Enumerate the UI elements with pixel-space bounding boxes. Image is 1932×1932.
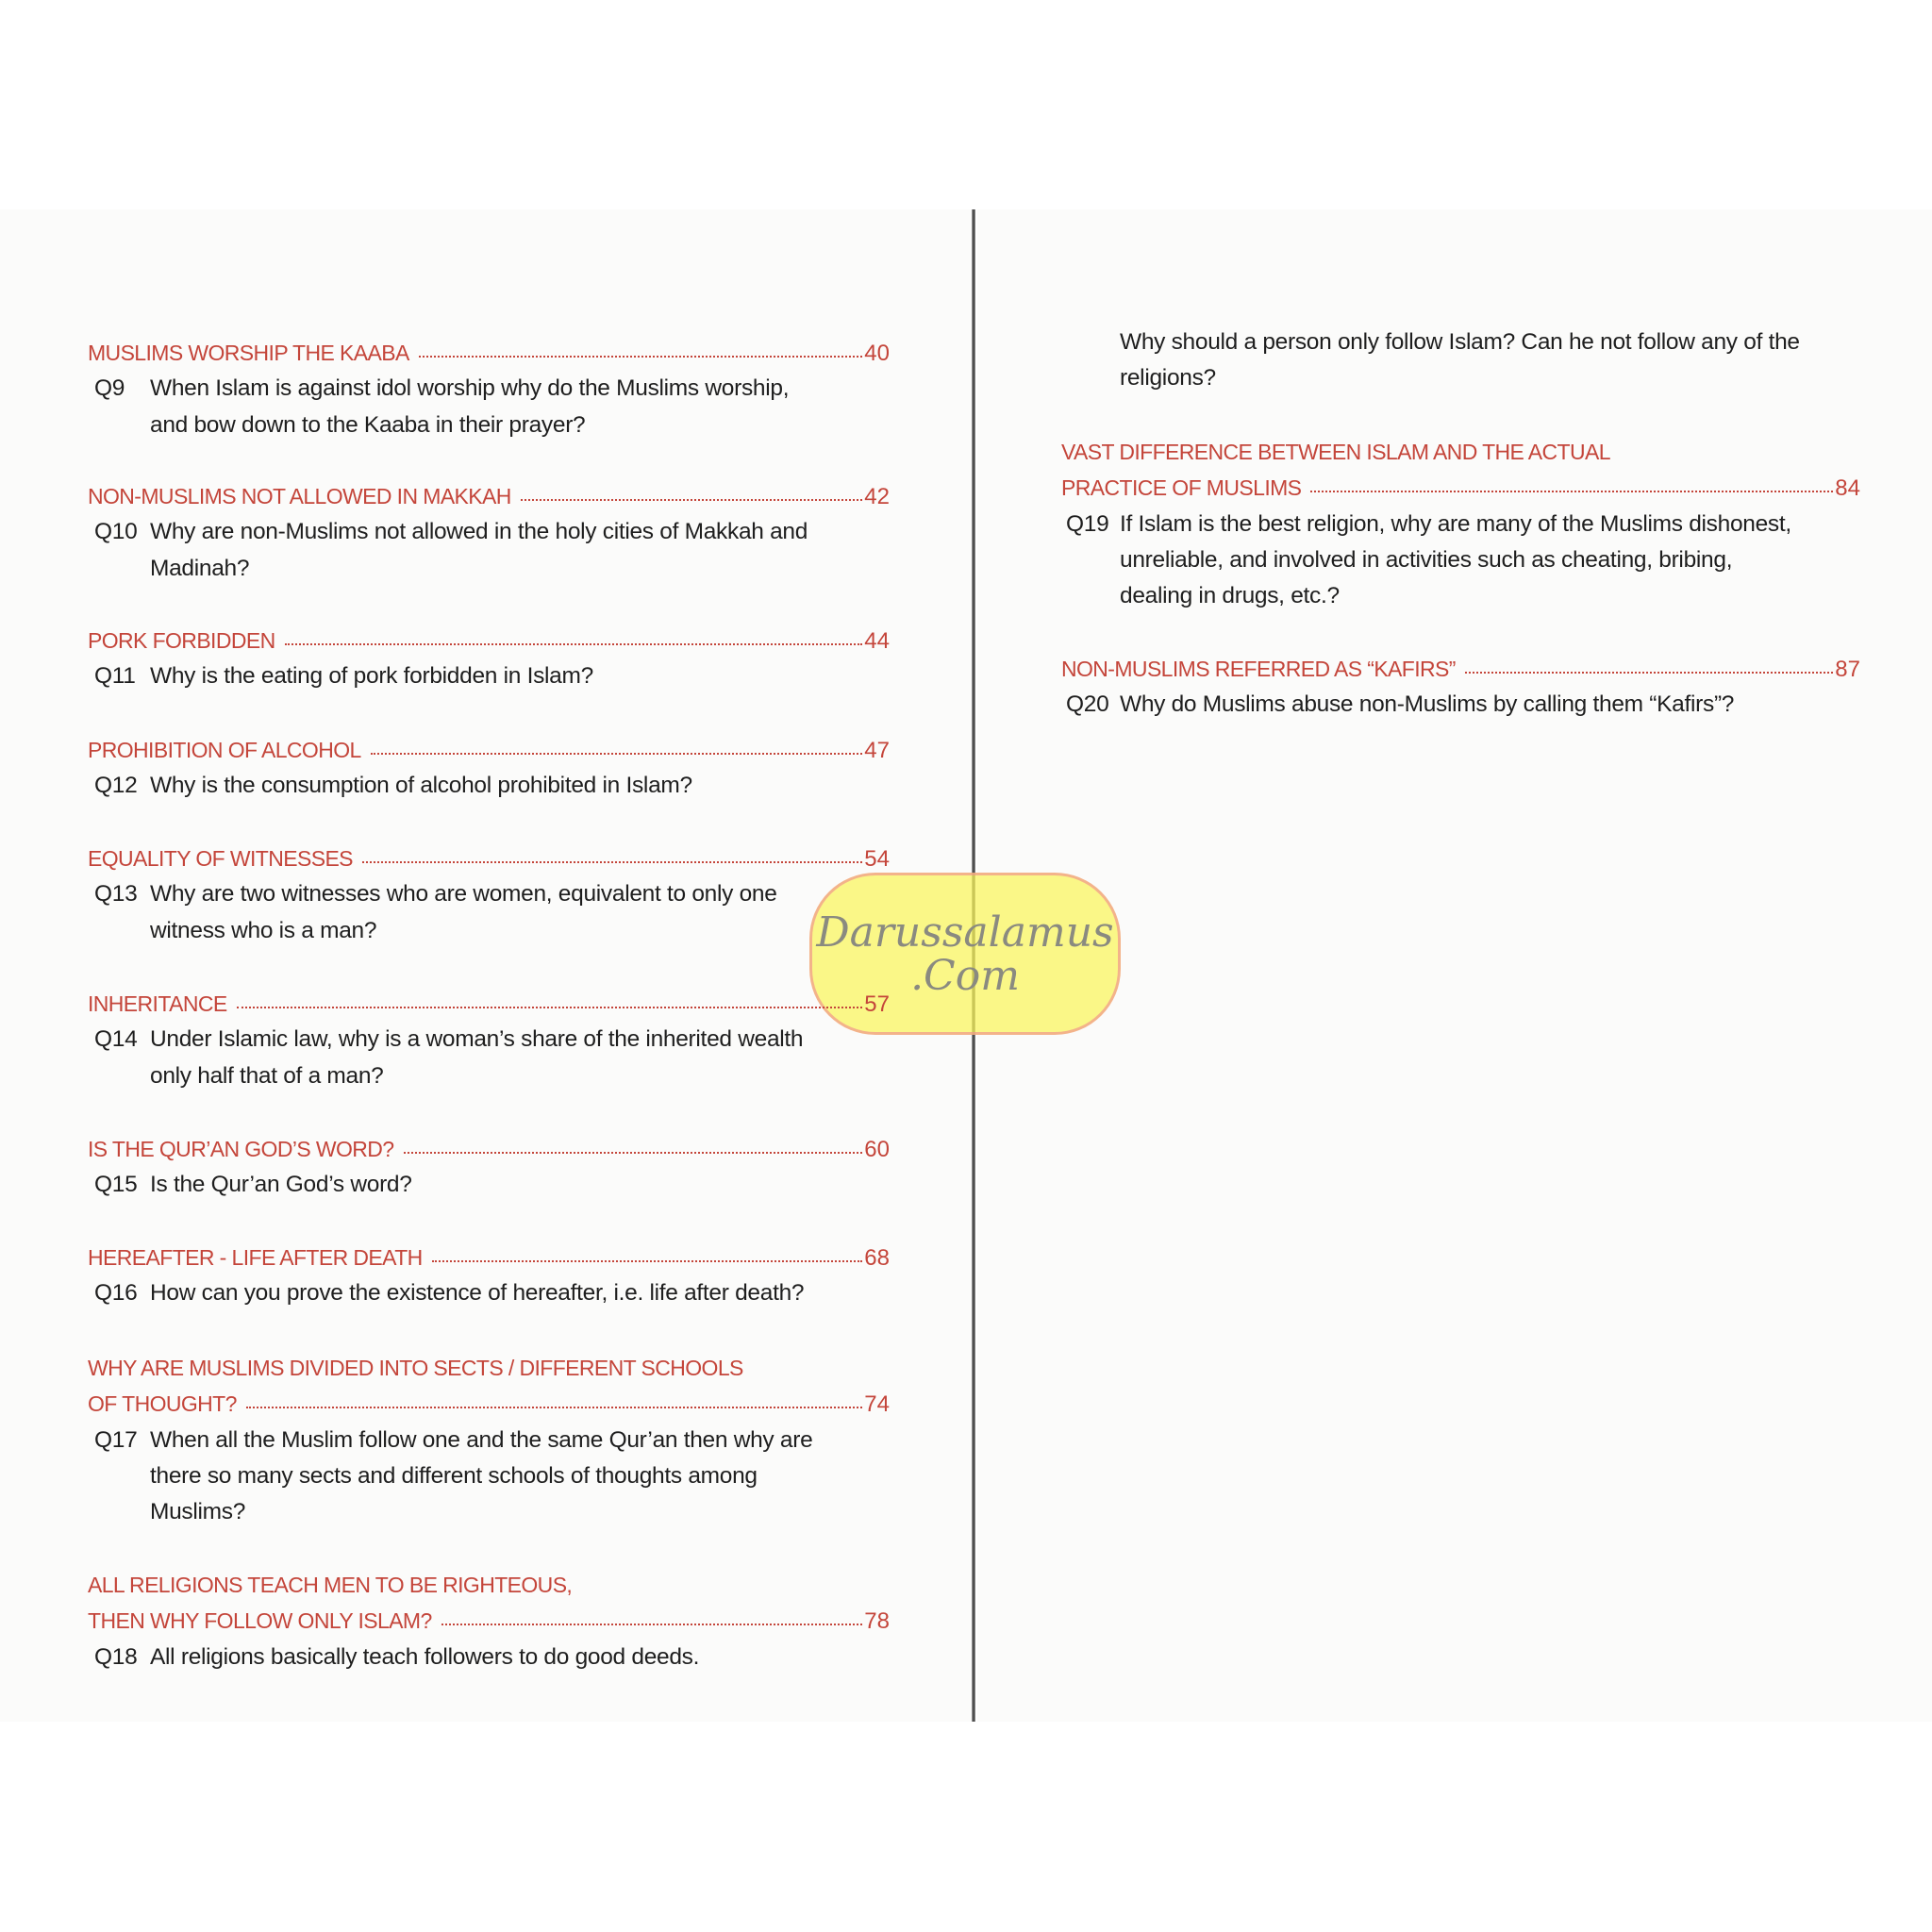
question-line: [88, 913, 890, 949]
toc-heading-text: IS THE QUR’AN GOD’S WORD?: [88, 1137, 394, 1161]
toc-heading[interactable]: [88, 623, 890, 658]
page-number: 78: [864, 1608, 890, 1635]
page-number: 74: [864, 1391, 890, 1418]
question-text: there so many sects and different schools of thoughts among: [150, 1462, 758, 1489]
page-number: 84: [1835, 475, 1860, 502]
question-number: Q9: [94, 375, 125, 402]
toc-heading-text: HEREAFTER - LIFE AFTER DEATH: [88, 1245, 423, 1270]
toc-heading[interactable]: [88, 1603, 890, 1639]
toc-heading[interactable]: [88, 732, 890, 768]
question-line: [88, 768, 890, 804]
watermark-line2: .Com: [910, 952, 1020, 1000]
question-line: [88, 408, 890, 443]
toc-entry: [88, 986, 890, 1094]
toc-heading-text: PRACTICE OF MUSLIMS: [1061, 475, 1302, 501]
question-text: How can you prove the existence of hereafter, i.e. life after death?: [150, 1280, 805, 1307]
question-text: When all the Muslim follow one and the same Qur’an then why are: [150, 1426, 813, 1453]
question-line: [88, 371, 890, 407]
dot-leader: [432, 1260, 863, 1262]
toc-entry: [1061, 325, 1860, 397]
dot-leader: [441, 1624, 863, 1625]
question-text: Why are non-Muslims not allowed in the holy cities of Makkah and: [150, 519, 808, 545]
question-number: Q14: [94, 1026, 138, 1053]
question-line: [88, 1022, 890, 1058]
question-text: All religions basically teach followers to do good deeds.: [150, 1643, 700, 1670]
page-number: 40: [864, 341, 890, 366]
toc-heading-text: OF THOUGHT?: [88, 1391, 237, 1417]
toc-heading[interactable]: [88, 1567, 890, 1603]
toc-entry: [88, 1567, 890, 1675]
question-line: [1061, 325, 1860, 360]
question-number: Q18: [94, 1643, 138, 1670]
question-line: [1061, 578, 1860, 614]
dot-leader: [1310, 491, 1833, 492]
question-text: Under Islamic law, why is a woman’s share of the inherited wealth: [150, 1026, 804, 1053]
question-number: Q17: [94, 1426, 138, 1453]
question-text: Why is the eating of pork forbidden in Islam?: [150, 663, 593, 690]
question-number: Q11: [94, 663, 136, 690]
toc-heading-text: INHERITANCE: [88, 991, 227, 1016]
question-line: [1061, 687, 1860, 723]
page-number: 68: [864, 1245, 890, 1271]
toc-heading-text: NON-MUSLIMS REFERRED AS “KAFIRS”: [1061, 657, 1456, 681]
question-line: [88, 1640, 890, 1675]
dot-leader: [404, 1152, 863, 1154]
toc-heading[interactable]: [88, 1240, 890, 1275]
question-line: [88, 876, 890, 912]
question-text: Why do Muslims abuse non-Muslims by calling them “Kafirs”?: [1120, 691, 1735, 718]
dot-leader: [521, 499, 863, 501]
toc-entry: [1061, 651, 1860, 724]
question-text: dealing in drugs, etc.?: [1120, 583, 1340, 609]
question-text: Muslims?: [150, 1499, 246, 1525]
question-text: religions?: [1120, 365, 1216, 391]
question-line: [1061, 360, 1860, 396]
question-text: Is the Qur’an God’s word?: [150, 1172, 412, 1198]
watermark-line1: Darussalamus: [816, 908, 1114, 957]
question-line: [88, 1275, 890, 1311]
question-text: When Islam is against idol worship why do the Muslims worship,: [150, 375, 790, 402]
question-line: [1061, 542, 1860, 578]
dot-leader: [371, 753, 863, 755]
question-line: [1061, 507, 1860, 542]
question-text: Why is the consumption of alcohol prohibited in Islam?: [150, 773, 692, 799]
toc-heading[interactable]: [88, 1350, 890, 1386]
toc-entry: [88, 623, 890, 695]
page-number: 44: [864, 628, 890, 654]
toc-entry: [88, 1131, 890, 1204]
page-number: 47: [864, 738, 890, 763]
toc-heading[interactable]: [88, 1386, 890, 1422]
toc-heading[interactable]: [1061, 651, 1860, 687]
toc-heading[interactable]: [88, 986, 890, 1022]
question-text: Why are two witnesses who are women, equivalent to only one: [150, 881, 777, 908]
toc-heading-text: PORK FORBIDDEN: [88, 628, 275, 653]
question-text: witness who is a man?: [150, 917, 377, 943]
question-text: Why should a person only follow Islam? Can he not follow any of the: [1120, 329, 1800, 355]
question-text: and bow down to the Kaaba in their prayer?: [150, 411, 586, 438]
toc-heading-text: EQUALITY OF WITNESSES: [88, 846, 353, 871]
page-number: 60: [864, 1137, 890, 1162]
toc-heading[interactable]: [88, 478, 890, 514]
toc-heading[interactable]: [1061, 434, 1860, 470]
question-text: only half that of a man?: [150, 1062, 384, 1089]
page-number: 42: [864, 484, 890, 509]
question-number: Q13: [94, 881, 138, 908]
toc-heading-text: WHY ARE MUSLIMS DIVIDED INTO SECTS / DIFFERENT SCHOOLS: [88, 1356, 743, 1380]
page-number: 57: [864, 991, 890, 1017]
toc-entry: [88, 478, 890, 587]
question-line: [88, 1423, 890, 1458]
dot-leader: [246, 1407, 862, 1408]
toc-entry: [88, 335, 890, 443]
toc-heading[interactable]: [88, 1131, 890, 1167]
toc-entry: [88, 1240, 890, 1312]
question-number: Q16: [94, 1280, 138, 1307]
question-number: Q10: [94, 519, 138, 545]
dot-leader: [237, 1007, 863, 1008]
question-number: Q15: [94, 1172, 138, 1198]
question-line: [88, 1494, 890, 1530]
question-line: [88, 1167, 890, 1203]
dot-leader: [362, 861, 862, 863]
question-text: If Islam is the best religion, why are many of the Muslims dishonest,: [1120, 510, 1791, 537]
toc-heading-text: VAST DIFFERENCE BETWEEN ISLAM AND THE ACTUAL: [1061, 440, 1610, 464]
toc-heading-text: ALL RELIGIONS TEACH MEN TO BE RIGHTEOUS,: [88, 1573, 573, 1597]
dot-leader: [285, 643, 863, 645]
dot-leader: [419, 356, 863, 358]
page-number: 54: [864, 846, 890, 872]
toc-entry: [88, 841, 890, 949]
page-number: 87: [1835, 657, 1860, 682]
toc-heading[interactable]: [1061, 470, 1860, 506]
toc-heading-text: NON-MUSLIMS NOT ALLOWED IN MAKKAH: [88, 484, 511, 508]
question-line: [88, 658, 890, 694]
toc-entry: [88, 732, 890, 805]
dot-leader: [1465, 672, 1833, 674]
toc-heading[interactable]: [88, 335, 890, 371]
toc-heading-text: THEN WHY FOLLOW ONLY ISLAM?: [88, 1608, 432, 1634]
question-line: [88, 1458, 890, 1494]
toc-heading-text: MUSLIMS WORSHIP THE KAABA: [88, 341, 409, 365]
question-line: [88, 1058, 890, 1094]
toc-entry: [88, 1350, 890, 1530]
question-text: Madinah?: [150, 555, 250, 581]
question-number: Q12: [94, 773, 138, 799]
question-line: [88, 514, 890, 550]
question-number: Q19: [1066, 510, 1109, 537]
toc-heading-text: PROHIBITION OF ALCOHOL: [88, 738, 361, 762]
question-text: unreliable, and involved in activities such as cheating, bribing,: [1120, 546, 1733, 573]
toc-heading[interactable]: [88, 841, 890, 876]
question-number: Q20: [1066, 691, 1109, 718]
question-line: [88, 551, 890, 587]
toc-entry: [1061, 434, 1860, 614]
